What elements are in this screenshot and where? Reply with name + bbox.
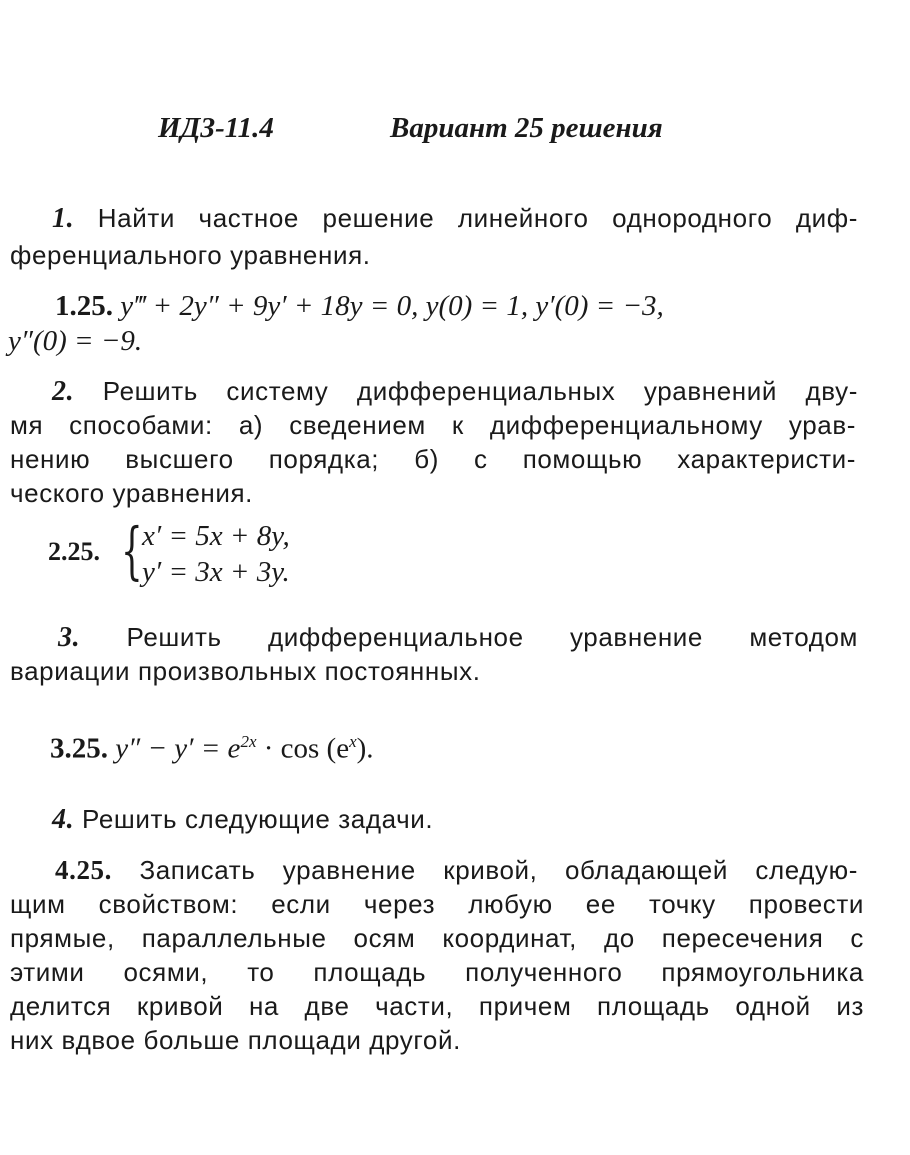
problem-3-25-lhs: y″ − y′ = e: [115, 732, 241, 765]
task1-line-1: [52, 203, 858, 234]
problem-4-25-line-5: делится кривой на две части, причем площадь одной из: [10, 991, 864, 1021]
doc-title: ИДЗ-11.4: [158, 112, 274, 144]
problem-4-25-line-2: щим свойством: если через любую ее точку провести: [10, 889, 864, 919]
problem-3-25-exp-1: 2x: [240, 732, 257, 751]
problem-2-25-number: 2.25.: [48, 537, 100, 566]
problem-4-25-line-6: них вдвое больше площади другой.: [10, 1025, 461, 1055]
task2-line-1: [52, 376, 858, 407]
problem-3-25-exp-2: x: [349, 732, 357, 751]
variant-title: Вариант 25 решения: [390, 112, 663, 144]
task2-line-3: нению высшего порядка; б) с помощью характеристи-: [10, 444, 856, 474]
problem-4-25-line-4: этими осями, то площадь полученного прямоугольника: [10, 957, 864, 987]
problem-1-25-line-2: y″(0) = −9.: [8, 325, 143, 357]
problem-4-25-line-1: [55, 855, 858, 885]
system-brace: {: [121, 514, 143, 587]
problem-3-25-end: ).: [356, 732, 374, 765]
problem-1-25-number: 1.25.: [55, 290, 113, 322]
problem-4-25-text-1: Записать уравнение кривой, обладающей следую-: [139, 855, 858, 885]
task3-line-1: [58, 622, 858, 653]
task3-text-1: Решить дифференциальное уравнение методом: [126, 622, 859, 652]
problem-1-25-line-1: [55, 290, 664, 323]
problem-3-25-mid: · cos (e: [256, 732, 350, 765]
problem-2-25-eq-1: x′ = 5x + 8y,: [142, 520, 290, 552]
task4-text-1: Решить следующие задачи.: [82, 804, 434, 834]
task2-text-1: Решить систему дифференциальных уравнений дву-: [102, 376, 859, 406]
task4-number: 4.: [52, 804, 75, 835]
problem-3-25: [50, 732, 374, 766]
task2-line-2: мя способами: а) сведением к дифференциальному урав-: [10, 410, 856, 440]
problem-4-25-line-3: прямые, параллельные осям координат, до пересечения с: [10, 923, 864, 953]
task3-line-2: вариации произвольных постоянных.: [10, 656, 481, 686]
task1-line-2: ференциального уравнения.: [10, 240, 371, 270]
task2-line-4: ческого уравнения.: [10, 478, 253, 508]
problem-2-25-eq-2: y′ = 3x + 3y.: [142, 556, 290, 588]
problem-1-25-equation: y‴ + 2y″ + 9y′ + 18y = 0, y(0) = 1, y′(0) = −3,: [120, 290, 664, 322]
problem-3-25-number: 3.25.: [50, 732, 108, 765]
task1-text-1: Найти частное решение линейного однородного диф-: [97, 203, 858, 233]
task3-number: 3.: [58, 622, 81, 653]
task4-line-1: [52, 804, 910, 835]
task1-number: 1.: [52, 203, 75, 234]
problem-4-25-number: 4.25.: [55, 855, 112, 885]
task2-number: 2.: [52, 376, 75, 407]
